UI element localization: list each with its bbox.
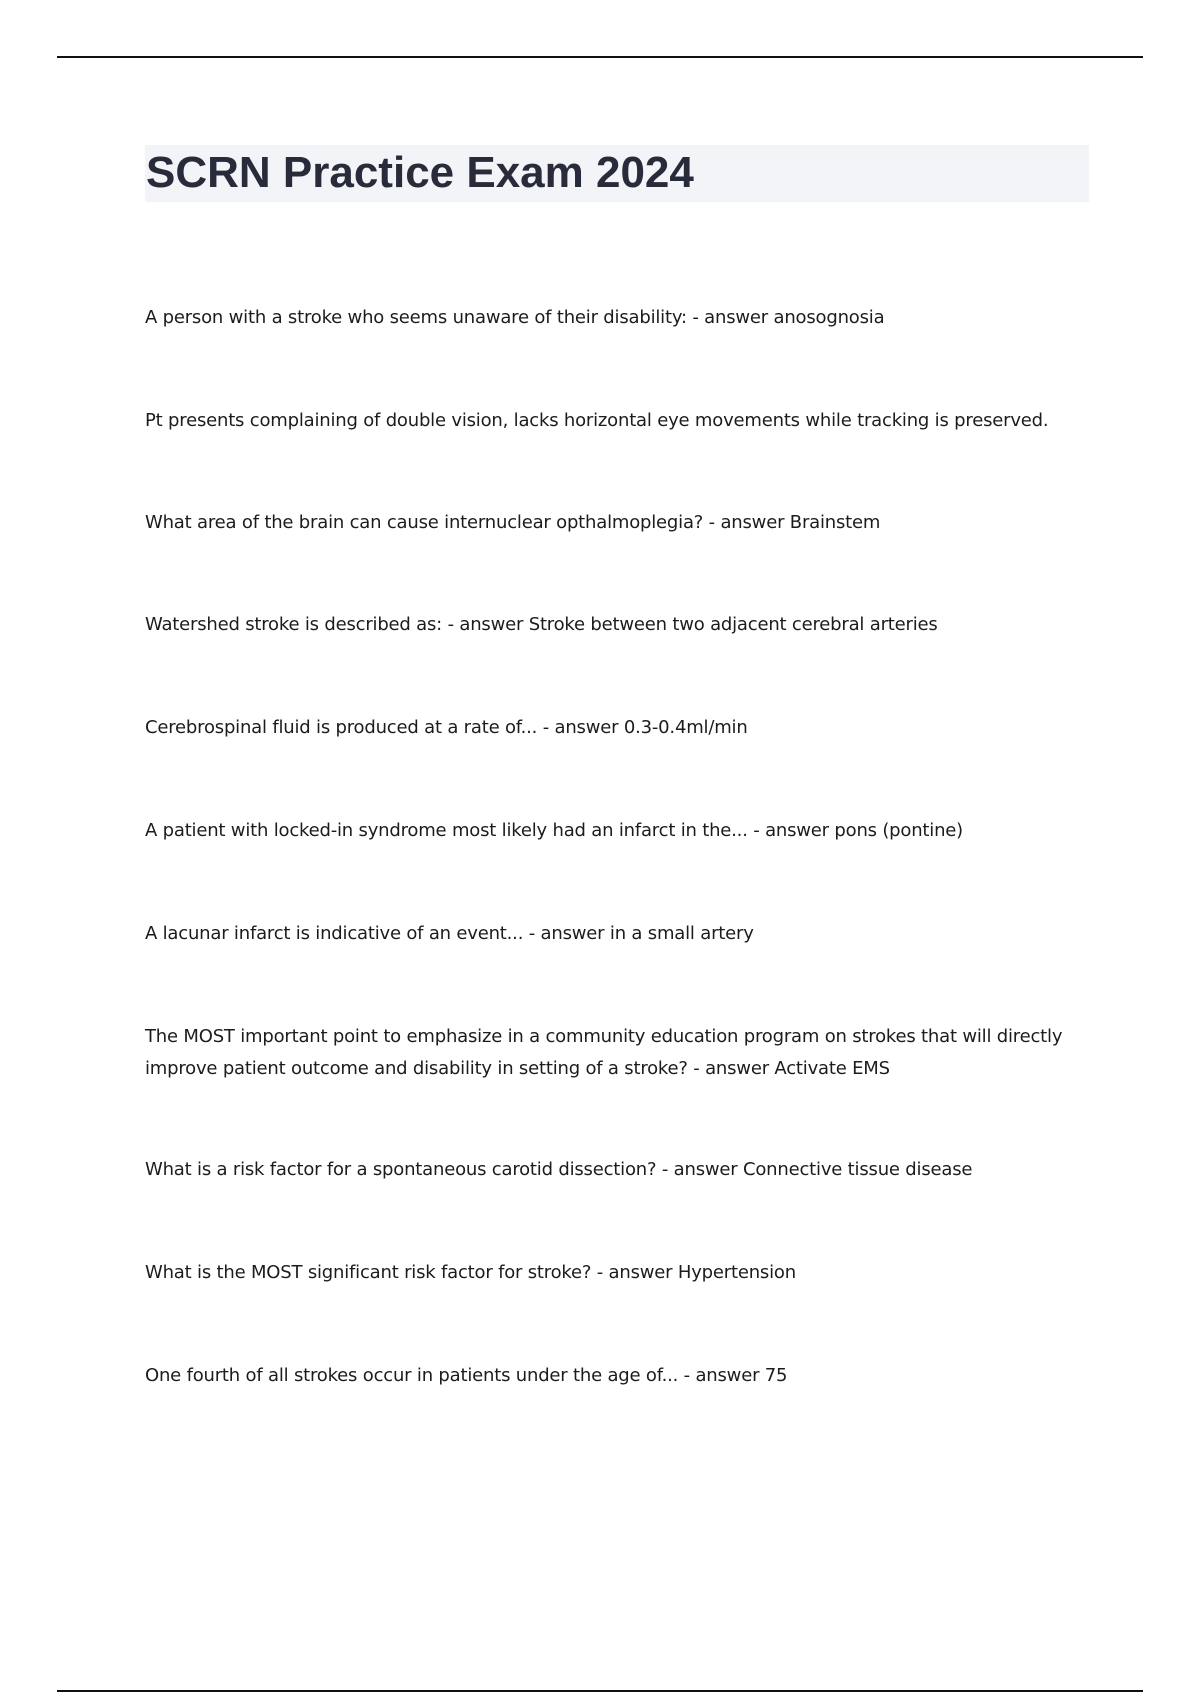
question-answer-item: A patient with locked-in syndrome most likely had an infarct in the... - answer pons (pontine) — [145, 820, 963, 841]
question-answer-item: What is the MOST significant risk factor for stroke? - answer Hypertension — [145, 1262, 796, 1283]
question-answer-item: A person with a stroke who seems unaware of their disability: - answer anosognosia — [145, 307, 885, 328]
question-answer-item: Watershed stroke is described as: - answer Stroke between two adjacent cerebral arteries — [145, 614, 938, 635]
document-title: SCRN Practice Exam 2024 — [146, 148, 694, 197]
question-answer-item: What area of the brain can cause internuclear opthalmoplegia? - answer Brainstem — [145, 512, 881, 533]
question-answer-item: Pt presents complaining of double vision, lacks horizontal eye movements while tracking is preserved. — [145, 410, 1049, 431]
question-answer-item: Cerebrospinal fluid is produced at a rate of... - answer 0.3-0.4ml/min — [145, 717, 748, 738]
top-rule — [57, 56, 1143, 58]
bottom-rule — [57, 1690, 1143, 1692]
question-answer-item: A lacunar infarct is indicative of an event... - answer in a small artery — [145, 923, 754, 944]
question-answer-item: One fourth of all strokes occur in patients under the age of... - answer 75 — [145, 1365, 788, 1386]
question-answer-item: The MOST important point to emphasize in a community education program on strokes that will directly improve patient outcome and disability in setting of a stroke? - answer Activate EMS — [145, 1026, 1063, 1079]
question-answer-item: What is a risk factor for a spontaneous carotid dissection? - answer Connective tissue disease — [145, 1159, 973, 1180]
